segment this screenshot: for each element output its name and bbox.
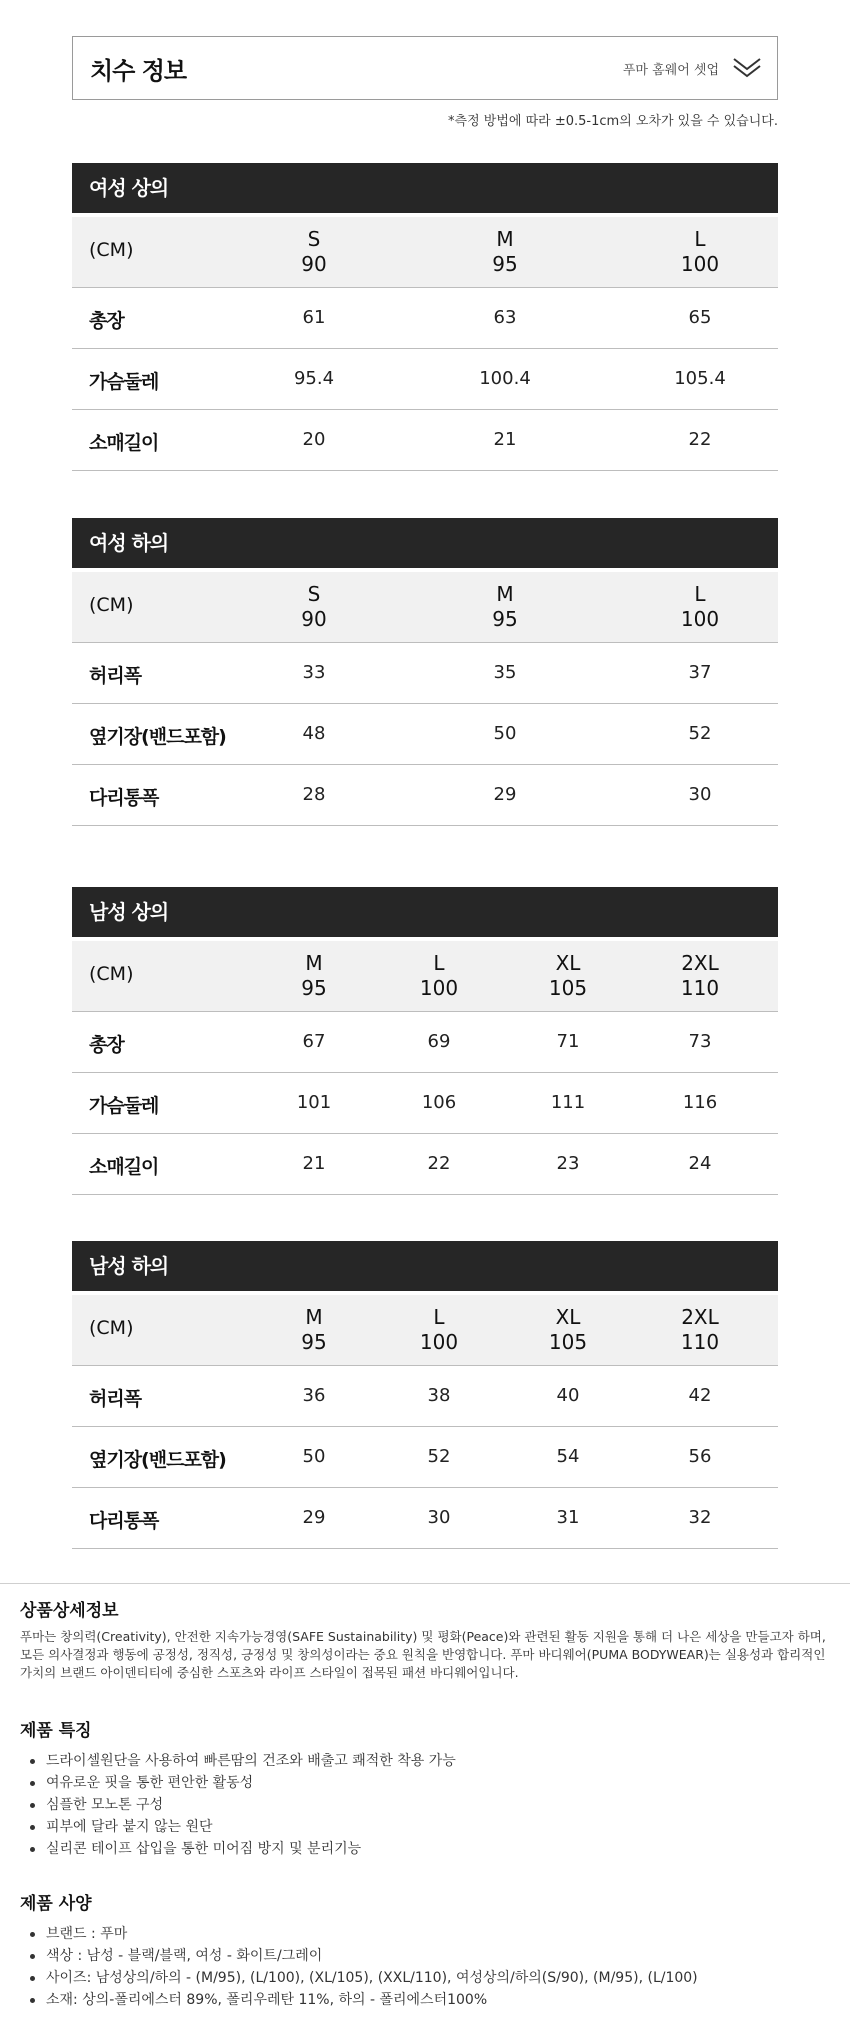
size-table: [72, 887, 778, 1195]
cell-value: 30: [688, 784, 712, 805]
cell-value: 22: [688, 429, 712, 450]
cell-value: 67: [302, 1031, 326, 1052]
size-number: 110: [680, 1330, 720, 1354]
product-name: 푸마 홈웨어 셋업: [622, 63, 719, 78]
table-title: 여성 상의: [72, 163, 778, 213]
list-item: 피부에 달라 붙지 않는 원단: [30, 1816, 456, 1838]
features-title: 제품 특징: [20, 1721, 92, 1741]
cell-value: 23: [556, 1153, 580, 1174]
size-code: L: [433, 1305, 445, 1329]
list-item: 사이즈: 남성상의/하의 - (M/95), (L/100), (XL/105), (XXL/110), 여성상의/하의(S/90), (M/95), (L/100): [30, 1967, 698, 1989]
size-info-header[interactable]: [72, 36, 778, 100]
cell-value: 111: [550, 1092, 586, 1113]
unit-label: (CM): [89, 1317, 134, 1339]
row-label: 가슴둘레: [89, 371, 159, 393]
measure-note: *측정 방법에 따라 ±0.5-1cm의 오차가 있을 수 있습니다.: [448, 114, 778, 129]
cell-value: 52: [688, 723, 712, 744]
size-code: M: [496, 582, 514, 606]
size-number: 100: [680, 607, 720, 631]
cell-value: 24: [688, 1153, 712, 1174]
size-column-header: [681, 582, 719, 632]
table-row: [72, 1134, 778, 1195]
size-table: [72, 1241, 778, 1549]
size-number: 110: [680, 976, 720, 1000]
detail-text: 푸마는 창의력(Creativity), 안전한 지속가능경영(SAFE Sustainability) 및 평화(Peace)와 관련된 활동 지원을 통해 더 나은 세상을 만들고자 하며, 모든 의사결정과 행동에 공정성, 정직성, 긍정성 및 창의성이라는 중요 원칙을 반영합니다. 푸마 바디웨어(PUMA BODYWEAR)는 실용성과 합리적인 가치의 브랜드 아이덴티티에 중심한 스포츠와 라이프 스타일이 접목된 패션 바디웨어입니다.: [20, 1629, 826, 1680]
size-column-header: [420, 951, 458, 1001]
size-number: 105: [548, 1330, 588, 1354]
specs-title: 제품 사양: [20, 1894, 92, 1914]
size-code: S: [307, 582, 321, 606]
row-label: 소매길이: [89, 1156, 159, 1178]
cell-value: 54: [556, 1446, 580, 1467]
unit-label: (CM): [89, 239, 134, 261]
cell-value: 65: [688, 307, 712, 328]
table-row: [72, 765, 778, 826]
list-item: 심플한 모노톤 구성: [30, 1794, 456, 1816]
size-code: XL: [555, 951, 581, 975]
size-table: [72, 163, 778, 471]
table-row: [72, 1366, 778, 1427]
size-number: 95: [492, 607, 518, 631]
unit-label: (CM): [89, 963, 134, 985]
size-code: M: [305, 1305, 323, 1329]
size-column-header: [301, 1305, 326, 1355]
size-number: 90: [301, 252, 327, 276]
row-label: 총장: [89, 1034, 124, 1056]
size-table: [72, 518, 778, 826]
cell-value: 29: [302, 1507, 326, 1528]
chevron-down-icon[interactable]: [733, 57, 761, 79]
table-row: [72, 349, 778, 410]
size-code: 2XL: [681, 1305, 719, 1329]
cell-value: 73: [688, 1031, 712, 1052]
table-row: [72, 1427, 778, 1488]
size-column-header: [301, 227, 326, 277]
features-list: [30, 1750, 456, 1860]
cell-value: 21: [493, 429, 517, 450]
size-number: 95: [301, 1330, 327, 1354]
cell-value: 32: [688, 1507, 712, 1528]
cell-value: 29: [493, 784, 517, 805]
row-label: 가슴둘레: [89, 1095, 159, 1117]
size-column-header: [492, 582, 517, 632]
cell-value: 22: [427, 1153, 451, 1174]
row-label: 허리폭: [89, 1388, 142, 1410]
table-row: [72, 1012, 778, 1073]
cell-value: 101: [296, 1092, 332, 1113]
cell-value: 42: [688, 1385, 712, 1406]
list-item: 소재: 상의-폴리에스터 89%, 폴리우레탄 11%, 하의 - 폴리에스터100%: [30, 1989, 698, 2011]
cell-value: 20: [302, 429, 326, 450]
size-column-header: [301, 951, 326, 1001]
row-label: 총장: [89, 310, 124, 332]
cell-value: 52: [427, 1446, 451, 1467]
cell-value: 95.4: [293, 368, 335, 389]
size-number: 90: [301, 607, 327, 631]
size-code: L: [433, 951, 445, 975]
cell-value: 31: [556, 1507, 580, 1528]
table-title: 남성 상의: [72, 887, 778, 937]
cell-value: 69: [427, 1031, 451, 1052]
size-column-header: [681, 227, 719, 277]
cell-value: 35: [493, 662, 517, 683]
size-number: 100: [680, 252, 720, 276]
size-code: M: [496, 227, 514, 251]
size-number: 95: [492, 252, 518, 276]
cell-value: 37: [688, 662, 712, 683]
table-header: [72, 217, 778, 288]
row-label: 허리폭: [89, 665, 142, 687]
cell-value: 50: [493, 723, 517, 744]
size-code: 2XL: [681, 951, 719, 975]
cell-value: 116: [682, 1092, 718, 1113]
cell-value: 106: [421, 1092, 457, 1113]
cell-value: 71: [556, 1031, 580, 1052]
size-code: L: [694, 227, 706, 251]
cell-value: 38: [427, 1385, 451, 1406]
size-number: 100: [419, 976, 459, 1000]
table-title: 여성 하의: [72, 518, 778, 568]
size-column-header: [681, 951, 719, 1001]
cell-value: 56: [688, 1446, 712, 1467]
cell-value: 30: [427, 1507, 451, 1528]
specs-list: [30, 1923, 698, 2011]
row-label: 다리통폭: [89, 787, 159, 809]
list-item: 색상 : 남성 - 블랙/블랙, 여성 - 화이트/그레이: [30, 1945, 698, 1967]
cell-value: 50: [302, 1446, 326, 1467]
unit-label: (CM): [89, 594, 134, 616]
size-number: 105: [548, 976, 588, 1000]
size-column-header: [549, 1305, 587, 1355]
detail-title: 상품상세정보: [20, 1601, 119, 1621]
cell-value: 21: [302, 1153, 326, 1174]
size-code: S: [307, 227, 321, 251]
cell-value: 105.4: [674, 368, 726, 389]
size-column-header: [301, 582, 326, 632]
list-item: 여유로운 핏을 통한 편안한 활동성: [30, 1772, 456, 1794]
cell-value: 63: [493, 307, 517, 328]
size-column-header: [492, 227, 517, 277]
table-row: [72, 704, 778, 765]
size-code: M: [305, 951, 323, 975]
cell-value: 40: [556, 1385, 580, 1406]
row-label: 옆기장(밴드포함): [89, 1449, 226, 1471]
size-code: XL: [555, 1305, 581, 1329]
row-label: 옆기장(밴드포함): [89, 726, 226, 748]
table-row: [72, 1488, 778, 1549]
size-column-header: [549, 951, 587, 1001]
size-column-header: [681, 1305, 719, 1355]
table-row: [72, 410, 778, 471]
size-number: 95: [301, 976, 327, 1000]
cell-value: 100.4: [479, 368, 531, 389]
size-number: 100: [419, 1330, 459, 1354]
row-label: 다리통폭: [89, 1510, 159, 1532]
cell-value: 36: [302, 1385, 326, 1406]
table-header: [72, 572, 778, 643]
size-code: L: [694, 582, 706, 606]
table-row: [72, 288, 778, 349]
cell-value: 48: [302, 723, 326, 744]
divider: [0, 1583, 850, 1584]
table-header: [72, 1295, 778, 1366]
table-row: [72, 1073, 778, 1134]
table-row: [72, 643, 778, 704]
list-item: 브랜드 : 푸마: [30, 1923, 698, 1945]
size-info-title: 치수 정보: [90, 57, 187, 85]
row-label: 소매길이: [89, 432, 159, 454]
table-title: 남성 하의: [72, 1241, 778, 1291]
list-item: 실리콘 테이프 삽입을 통한 미어짐 방지 및 분리기능: [30, 1838, 456, 1860]
list-item: 드라이셀원단을 사용하여 빠른땀의 건조와 배출고 쾌적한 착용 가능: [30, 1750, 456, 1772]
cell-value: 28: [302, 784, 326, 805]
size-column-header: [420, 1305, 458, 1355]
cell-value: 61: [302, 307, 326, 328]
cell-value: 33: [302, 662, 326, 683]
table-header: [72, 941, 778, 1012]
